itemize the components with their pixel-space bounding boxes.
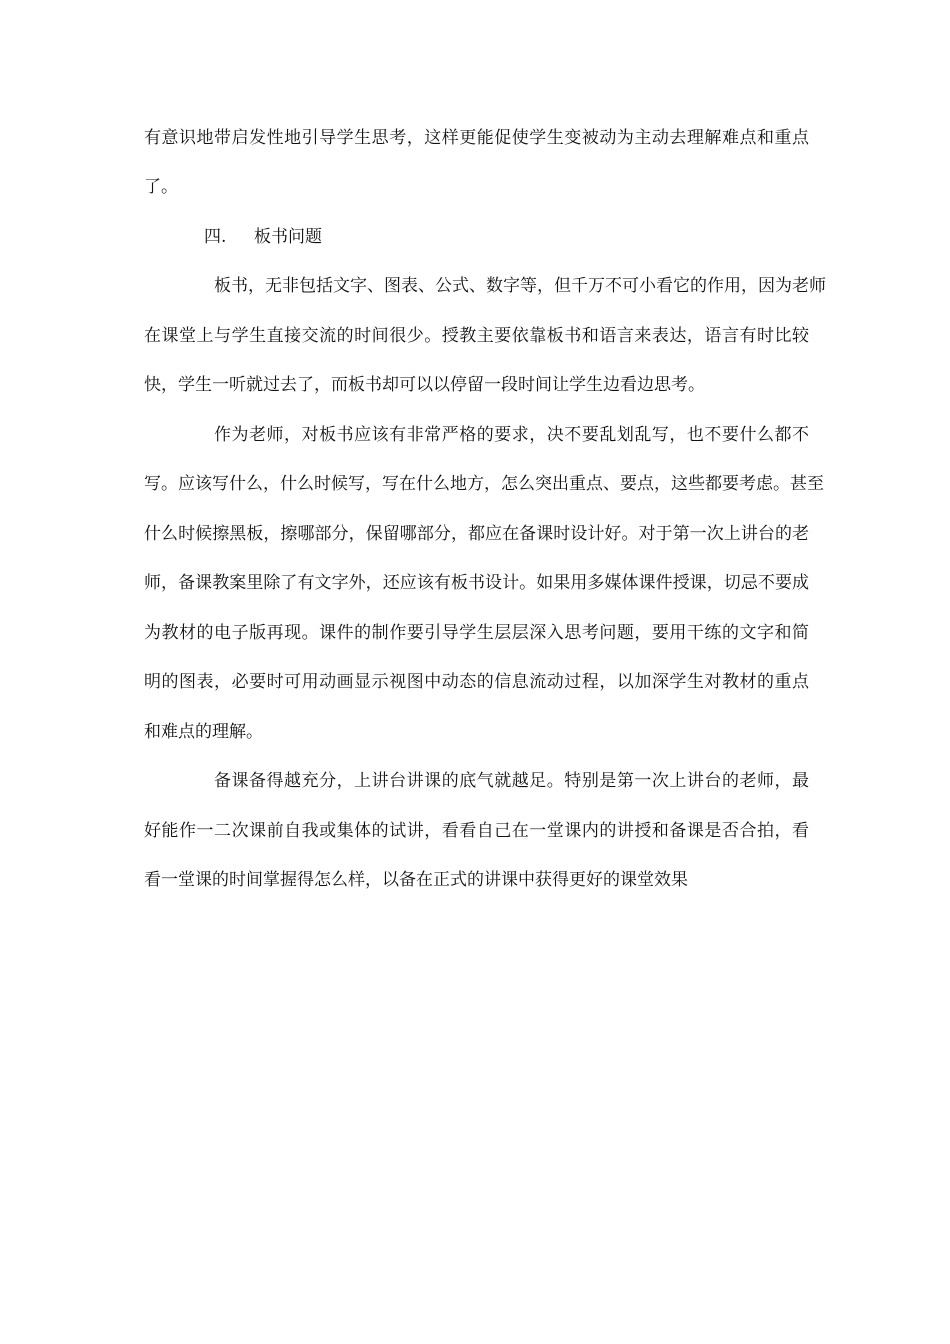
text-line: 为教材的电子版再现。课件的制作要引导学生层层深入思考问题，要用干练的文字和简 bbox=[144, 623, 809, 643]
paragraph-first-line: 备课备得越充分，上讲台讲课的底气就越足。特别是第一次上讲台的老师，最 bbox=[214, 771, 809, 791]
section-heading bbox=[204, 225, 322, 249]
section-number: 四. bbox=[204, 227, 227, 247]
paragraph-first-line: 作为老师，对板书应该有非常严格的要求，决不要乱划乱写，也不要什么都不 bbox=[214, 425, 809, 445]
text-line: 什么时候擦黑板，擦哪部分，保留哪部分，都应在备课时设计好。对于第一次上讲台的老 bbox=[144, 524, 809, 544]
paragraph-first-line: 板书，无非包括文字、图表、公式、数字等，但千万不可小看它的作用，因为老师 bbox=[214, 276, 826, 296]
text-line: 和难点的理解。 bbox=[144, 722, 263, 742]
text-line: 看一堂课的时间掌握得怎么样，以备在正式的讲课中获得更好的课堂效果 bbox=[144, 870, 688, 890]
text-line: 在课堂上与学生直接交流的时间很少。授教主要依靠板书和语言来表达，语言有时比较 bbox=[144, 326, 809, 346]
text-line: 好能作一二次课前自我或集体的试讲，看看自己在一堂课内的讲授和备课是否合拍，看 bbox=[144, 821, 809, 841]
text-line: 师，备课教案里除了有文字外，还应该有板书设计。如果用多媒体课件授课，切忌不要成 bbox=[144, 573, 809, 593]
text-line: 明的图表，必要时可用动画显示视图中动态的信息流动过程，以加深学生对教材的重点 bbox=[144, 672, 809, 692]
text-line: 了。 bbox=[144, 177, 178, 197]
text-line: 有意识地带启发性地引导学生思考，这样更能促使学生变被动为主动去理解难点和重点 bbox=[144, 128, 809, 148]
text-line: 写。应该写什么，什么时候写，写在什么地方，怎么突出重点、要点，这些都要考虑。甚至 bbox=[144, 474, 824, 494]
section-title: 板书问题 bbox=[254, 227, 322, 247]
text-line: 快，学生一听就过去了，而板书却可以以停留一段时间让学生边看边思考。 bbox=[144, 375, 705, 395]
